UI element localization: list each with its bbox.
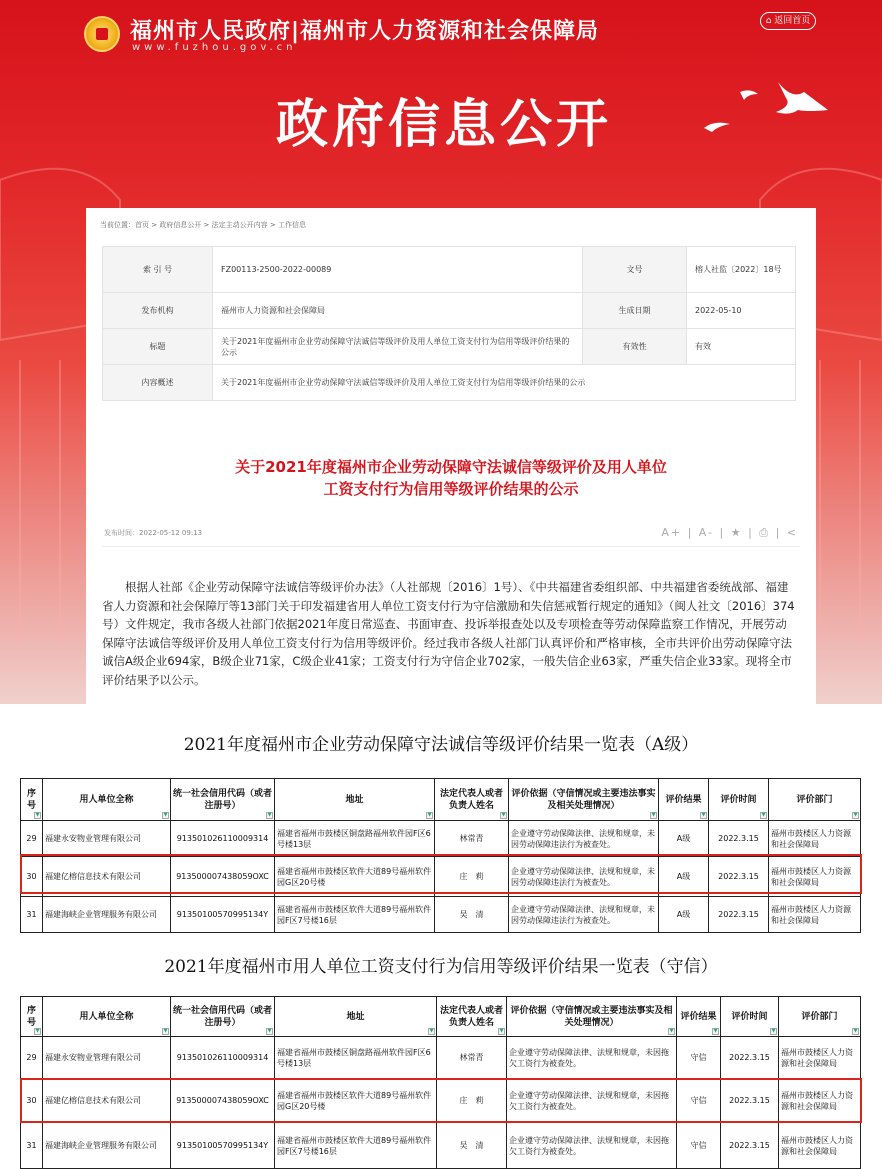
docno-label: 文号 (583, 247, 687, 293)
cell-result: 守信 (677, 1079, 721, 1123)
validity-value: 有效 (687, 329, 796, 365)
article-tools[interactable]: A+ | A- | ★ | ⎙ | < (661, 526, 798, 539)
header-label: 评价部门 (796, 794, 833, 805)
article-title-line1: 关于2021年度福州市企业劳动保障守法诚信等级评价及用人单位 (235, 458, 667, 476)
cell-department: 福州市鼓楼区人力资源和社会保障局 (769, 897, 861, 933)
home-button[interactable]: ⌂ 返回首页 (760, 12, 816, 30)
table1-title: 2021年度福州市企业劳动保障守法诚信等级评价结果一览表（A级） (183, 735, 699, 755)
cell-result: 守信 (677, 1037, 721, 1079)
cell-company: 福建永安物业管理有限公司 (43, 821, 171, 857)
table-row (21, 897, 861, 933)
table2-title: 2021年度福州市用人单位工资支付行为信用等级评价结果一览表（守信） (164, 957, 718, 977)
summary-value: 关于2021年度福州市企业劳动保障守法诚信等级评价及用人单位工资支付行为信用等级评价结果的公示 (213, 365, 796, 401)
header-label: 地址 (346, 1011, 365, 1022)
cell-credit-code: 913500007438059OXC (171, 857, 275, 897)
header-label: 评价结果 (680, 1011, 717, 1022)
cell-basis: 企业遵守劳动保障法律、法规和规章，未因拖欠工资行为被查处。 (507, 1037, 677, 1079)
cell-company: 福建亿榕信息技术有限公司 (43, 1079, 171, 1123)
header-eval-date (709, 779, 769, 821)
cell-eval-date: 2022.3.15 (721, 1123, 779, 1169)
metadata-table (102, 246, 796, 401)
cell-eval-date: 2022.3.15 (721, 1037, 779, 1079)
cell-legal-rep: 吴 清 (435, 897, 509, 933)
table-header-row (21, 779, 861, 821)
site-url: www.fuzhou.gov.cn (132, 42, 297, 53)
index-value: FZ00113-2500-2022-00089 (213, 247, 583, 293)
cell-basis: 企业遵守劳动保障法律、法规和规章，未因劳动保障违法行为被查处。 (509, 857, 659, 897)
header-department (779, 997, 861, 1037)
cell-credit-code: 913501026110009314 (171, 821, 275, 857)
header-label: 法定代表人或者负责人姓名 (439, 788, 503, 811)
header-credit-code (171, 997, 275, 1037)
cell-address: 福建省福州市鼓楼区铜盘路福州软件园F区6号楼13层 (275, 1037, 437, 1079)
header-seq (21, 779, 43, 821)
table-row (21, 821, 861, 857)
cell-result: A级 (659, 897, 709, 933)
cell-address: 福建省福州市鼓楼区软件大道89号福州软件园G区20号楼 (275, 1079, 437, 1123)
filter-dropdown-icon[interactable]: ▼ (163, 812, 168, 818)
table-header-row (21, 997, 861, 1037)
header-result (659, 779, 709, 821)
national-emblem-icon (84, 16, 120, 52)
header-label: 法定代表人或者负责人姓名 (439, 1005, 503, 1028)
cell-legal-rep: 林常青 (437, 1037, 507, 1079)
cell-result: 守信 (677, 1123, 721, 1169)
cell-eval-date: 2022.3.15 (709, 857, 769, 897)
cell-address: 福建省福州市鼓楼区软件大道89号福州软件园G区20号楼 (275, 857, 435, 897)
cell-seq: 29 (21, 1037, 43, 1079)
cell-credit-code: 913500007438059OXC (171, 1079, 275, 1123)
article-body (102, 578, 796, 690)
cell-basis: 企业遵守劳动保障法律、法规和规章，未因劳动保障违法行为被查处。 (509, 897, 659, 933)
publisher-label: 发布机构 (103, 293, 213, 329)
filter-dropdown-icon[interactable]: ▼ (701, 812, 706, 818)
header-company (43, 997, 171, 1037)
filter-dropdown-icon[interactable]: ▼ (267, 812, 272, 818)
publisher-value: 福州市人力资源和社会保障局 (213, 293, 583, 329)
cell-company: 福建海峡企业管理服务有限公司 (43, 897, 171, 933)
cell-company: 福建永安物业管理有限公司 (43, 1037, 171, 1079)
header-label: 序号 (26, 788, 36, 811)
cell-basis: 企业遵守劳动保障法律、法规和规章，未因劳动保障违法行为被查处。 (509, 821, 659, 857)
header-label: 评价依据（守信情况或主要违法事实及相关处理情况） (510, 1005, 673, 1028)
header-company (43, 779, 171, 821)
cell-credit-code: 91350100570995134Y (171, 897, 275, 933)
table-row (21, 1123, 861, 1169)
table1-highlight-box (20, 854, 862, 894)
article-paragraph: 根据人社部《企业劳动保障守法诚信等级评价办法》（人社部规〔2016〕1号）、《中共福建省委组织部、中共福建省委统战部、福建省人力资源和社会保障厅等13部门关于印发福建省用人单位工资支付行为守信激励和失信惩戒暂行规定的通知》（闽人社文〔2016〕374号）文件规定，我市各级人社部门依据2021年度日常巡查、书面审查、投诉举报查处以及专项检查等劳动保障监察工作情况，开展劳动保障守法诚信等级评价及用人单位工资支付行为信用等级评价。经过我市各级人社部门认真评价和严格审核，全市共评价出劳动保障守法诚信A级企业694家，B级企业71家，C级企业41家；工资支付行为守信企业702家，一般失信企业63家，严重失信企业33家。现将全市评价结果予以公示。 (102, 580, 795, 687)
home-button-label: 返回首页 (774, 16, 811, 26)
cell-credit-code: 913501026110009314 (171, 1037, 275, 1079)
banner-title: 政府信息公开 (276, 95, 613, 155)
filter-dropdown-icon[interactable]: ▼ (651, 812, 656, 818)
filter-dropdown-icon[interactable]: ▼ (499, 1028, 504, 1034)
filter-dropdown-icon[interactable]: ▼ (771, 1028, 776, 1034)
summary-label: 内容概述 (103, 365, 213, 401)
cell-seq: 29 (21, 821, 43, 857)
breadcrumb[interactable]: 当前位置：首页 > 政府信息公开 > 法定主动公开内容 > 工作信息 (100, 221, 306, 229)
header-label: 序号 (26, 1005, 36, 1028)
index-label: 索 引 号 (103, 247, 213, 293)
cell-department: 福州市鼓楼区人力资源和社会保障局 (779, 1123, 861, 1169)
filter-dropdown-icon[interactable]: ▼ (267, 1028, 272, 1034)
cell-department: 福州市鼓楼区人力资源和社会保障局 (779, 1037, 861, 1079)
cell-department: 福州市鼓楼区人力资源和社会保障局 (779, 1079, 861, 1123)
header-label: 统一社会信用代码（或者注册号） (173, 1005, 273, 1028)
header-credit-code (171, 779, 275, 821)
cell-seq: 30 (21, 1079, 43, 1123)
header-label: 评价结果 (665, 794, 702, 805)
header-seq (21, 997, 43, 1037)
cell-legal-rep: 林常青 (435, 821, 509, 857)
cell-basis: 企业遵守劳动保障法律、法规和规章，未因拖欠工资行为被查处。 (507, 1123, 677, 1169)
cell-department: 福州市鼓楼区人力资源和社会保障局 (769, 821, 861, 857)
cell-seq: 31 (21, 897, 43, 933)
header-label: 评价部门 (801, 1011, 838, 1022)
cell-eval-date: 2022.3.15 (709, 821, 769, 857)
header-basis (507, 997, 677, 1037)
header-basis (509, 779, 659, 821)
header-department (769, 779, 861, 821)
validity-label: 有效性 (583, 329, 687, 365)
cell-eval-date: 2022.3.15 (709, 897, 769, 933)
header-address (275, 779, 435, 821)
filter-dropdown-icon[interactable]: ▼ (853, 812, 858, 818)
cell-legal-rep: 庄 莉 (437, 1079, 507, 1123)
publish-time: 发布时间：2022-05-12 09:13 (104, 529, 203, 537)
header-address (275, 997, 437, 1037)
cell-seq: 31 (21, 1123, 43, 1169)
cell-basis: 企业遵守劳动保障法律、法规和规章，未因拖欠工资行为被查处。 (507, 1079, 677, 1123)
header-result (677, 997, 721, 1037)
header-label: 评价依据（守信情况或主要违法事实及相关处理情况） (511, 788, 656, 811)
header-label: 评价时间 (720, 794, 757, 805)
filter-dropdown-icon[interactable]: ▼ (427, 812, 432, 818)
cell-address: 福建省福州市鼓楼区软件大道89号福州软件园F区7号楼16层 (275, 897, 435, 933)
filter-dropdown-icon[interactable]: ▼ (501, 812, 506, 818)
filter-dropdown-icon[interactable]: ▼ (669, 1028, 674, 1034)
cell-legal-rep: 吴 清 (437, 1123, 507, 1169)
article-title (86, 456, 816, 500)
header-legal-rep (435, 779, 509, 821)
cell-result: A级 (659, 821, 709, 857)
filter-dropdown-icon[interactable]: ▼ (35, 1028, 40, 1034)
header-label: 评价时间 (731, 1011, 768, 1022)
docno-value: 榕人社监〔2022〕18号 (687, 247, 796, 293)
cell-address: 福建省福州市鼓楼区铜盘路福州软件园F区6号楼13层 (275, 821, 435, 857)
header-label: 用人单位全称 (79, 1011, 134, 1022)
cell-company: 福建海峡企业管理服务有限公司 (43, 1123, 171, 1169)
header-label: 用人单位全称 (79, 794, 134, 805)
cell-eval-date: 2022.3.15 (721, 1079, 779, 1123)
filter-dropdown-icon[interactable]: ▼ (761, 812, 766, 818)
header-label: 地址 (345, 794, 364, 805)
cell-credit-code: 91350100570995134Y (171, 1123, 275, 1169)
filter-dropdown-icon[interactable]: ▼ (853, 1028, 858, 1034)
filter-dropdown-icon[interactable]: ▼ (35, 812, 40, 818)
cell-legal-rep: 庄 莉 (435, 857, 509, 897)
header-label: 统一社会信用代码（或者注册号） (173, 788, 273, 811)
table-row (21, 1037, 861, 1079)
title-label: 标题 (103, 329, 213, 365)
article-title-line2: 工资支付行为信用等级评价结果的公示 (323, 480, 579, 498)
date-value: 2022-05-10 (687, 293, 796, 329)
site-name[interactable]: 福州市人民政府|福州市人力资源和社会保障局 (130, 19, 600, 44)
cell-result: A级 (659, 857, 709, 897)
filter-dropdown-icon[interactable]: ▼ (163, 1028, 168, 1034)
filter-dropdown-icon[interactable]: ▼ (429, 1028, 434, 1034)
cell-address: 福建省福州市鼓楼区软件大道89号福州软件园F区7号楼16层 (275, 1123, 437, 1169)
date-label: 生成日期 (583, 293, 687, 329)
cell-seq: 30 (21, 857, 43, 897)
header-legal-rep (437, 997, 507, 1037)
cell-department: 福州市鼓楼区人力资源和社会保障局 (769, 857, 861, 897)
divider (102, 546, 800, 547)
cell-company: 福建亿榕信息技术有限公司 (43, 857, 171, 897)
table2-highlight-box (20, 1078, 862, 1123)
header-eval-date (721, 997, 779, 1037)
title-value: 关于2021年度福州市企业劳动保障守法诚信等级评价及用人单位工资支付行为信用等级评价结果的公示 (213, 329, 583, 365)
dove-icon (700, 70, 830, 140)
filter-dropdown-icon[interactable]: ▼ (713, 1028, 718, 1034)
